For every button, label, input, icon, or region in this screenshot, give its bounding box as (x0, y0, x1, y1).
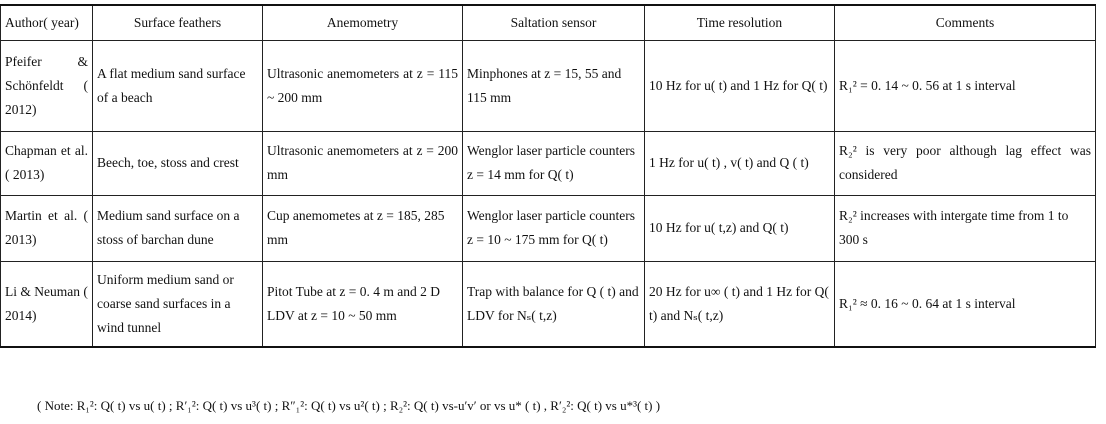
cell-surface: Uniform medium sand or coarse sand surfaces in a wind tunnel (93, 261, 263, 347)
header-time-resolution: Time resolution (645, 5, 835, 40)
header-anemometry: Anemometry (263, 5, 463, 40)
cell-time: 1 Hz for u( t) , v( t) and Q ( t) (645, 131, 835, 195)
cell-anemometry: Ultrasonic anemometers at z = 200 mm (263, 131, 463, 195)
header-comments: Comments (835, 5, 1096, 40)
table-row (1, 195, 1096, 261)
comparison-table (0, 4, 1096, 348)
header-surface-feathers: Surface feathers (93, 5, 263, 40)
cell-time: 20 Hz for u∞ ( t) and 1 Hz for Q( t) and Nₛ( t,z) (645, 261, 835, 347)
cell-surface: Medium sand surface on a stoss of barchan dune (93, 195, 263, 261)
table-row (1, 261, 1096, 347)
cell-saltation: Wenglor laser particle counters z = 10 ~ 175 mm for Q( t) (463, 195, 645, 261)
cell-comments: R₁² ≈ 0. 16 ~ 0. 64 at 1 s interval (835, 261, 1096, 347)
cell-surface: Beech, toe, stoss and crest (93, 131, 263, 195)
header-saltation-sensor: Saltation sensor (463, 5, 645, 40)
cell-time: 10 Hz for u( t) and 1 Hz for Q( t) (645, 40, 835, 131)
cell-author: Li & Neuman ( 2014) (1, 261, 93, 347)
table-row (1, 131, 1096, 195)
cell-author: Martin et al. ( 2013) (1, 195, 93, 261)
cell-time: 10 Hz for u( t,z) and Q( t) (645, 195, 835, 261)
table-row (1, 40, 1096, 131)
cell-saltation: Trap with balance for Q ( t) and LDV for Nₛ( t,z) (463, 261, 645, 347)
cell-surface: A flat medium sand surface of a beach (93, 40, 263, 131)
cell-anemometry: Ultrasonic anemometers at z = 115 ~ 200 mm (263, 40, 463, 131)
cell-anemometry: Pitot Tube at z = 0. 4 m and 2 D LDV at z = 10 ~ 50 mm (263, 261, 463, 347)
cell-comments: R₂² is very poor although lag effect was considered (835, 131, 1096, 195)
header-author: Author( year) (1, 5, 93, 40)
cell-comments: R₂² increases with intergate time from 1 to 300 s (835, 195, 1096, 261)
cell-anemometry: Cup anemometes at z = 185, 285 mm (263, 195, 463, 261)
table-header-row (1, 5, 1096, 40)
table-note: ( Note: R₁²: Q( t) vs u( t) ; R′₁²: Q( t) vs u³( t) ; R″₁²: Q( t) vs u²( t) ; R₂²: Q( t) vs-u′v′ or vs u* ( t) , R′₂²: Q( t) vs u*³( t) ) (37, 398, 661, 413)
cell-saltation: Wenglor laser particle counters z = 14 mm for Q( t) (463, 131, 645, 195)
cell-saltation: Minphones at z = 15, 55 and 115 mm (463, 40, 645, 131)
cell-author: Pfeifer & Schönfeldt ( 2012) (1, 40, 93, 131)
cell-author: Chapman et al. ( 2013) (1, 131, 93, 195)
cell-comments: R₁² = 0. 14 ~ 0. 56 at 1 s interval (835, 40, 1096, 131)
